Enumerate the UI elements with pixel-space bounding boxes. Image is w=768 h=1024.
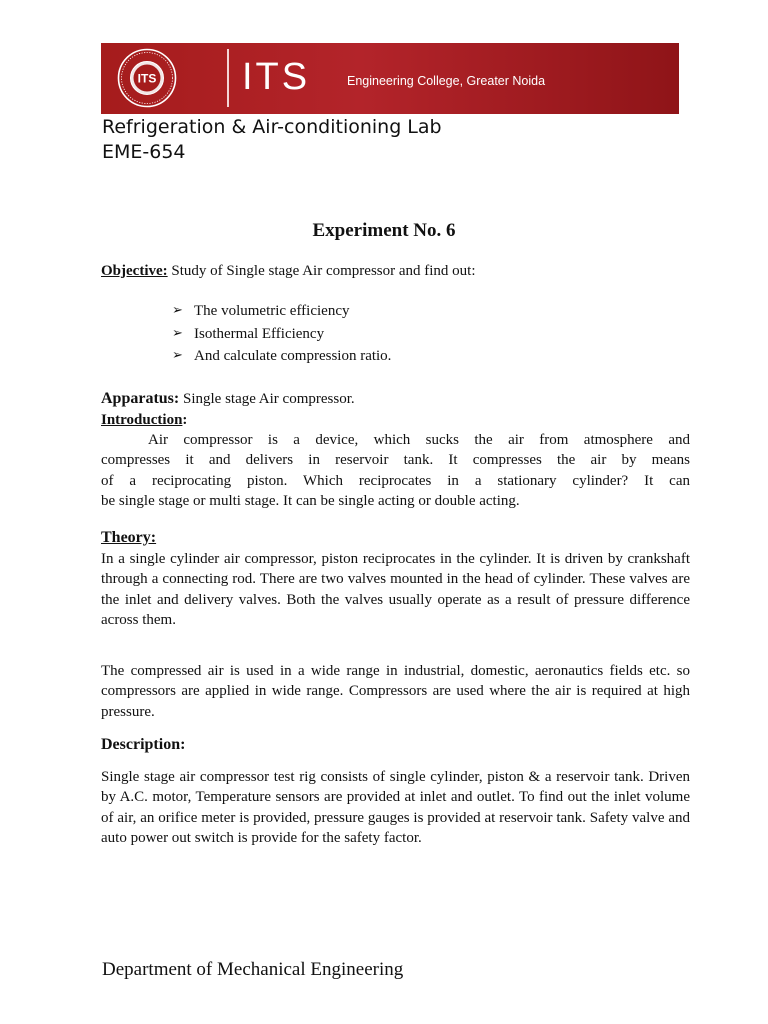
introduction-heading — [101, 410, 690, 430]
course-code: EME-654 — [102, 141, 186, 163]
objective-label: Objective: — [101, 263, 168, 279]
arrowhead-bullet-icon: ➢ — [172, 325, 183, 341]
description-paragraph: Single stage air compressor test rig consists of single cylinder, piston & a reservoir tank. Driven by A.C. motor, Temperature sensors are provided at inlet and outlet. To find out the inlet volume of air, an orifice meter is provided, pressure gauges is provided at reservoir tank. Safety valve and auto power out switch is provide for the safety factor. — [101, 769, 690, 847]
list-item — [172, 345, 391, 368]
objective-list — [172, 300, 391, 368]
introduction-colon: : — [182, 412, 188, 428]
introduction-line: compresses it and delivers in reservoir tank. It compresses the air by means — [101, 452, 690, 469]
seal-monogram: ITS — [137, 71, 157, 86]
apparatus-label: Apparatus: — [101, 390, 180, 407]
introduction-line: of a reciprocating piston. Which reciprocates in a stationary cylinder? It can — [101, 472, 690, 489]
college-seal-logo — [117, 48, 177, 108]
college-header-banner — [101, 43, 679, 114]
arrowhead-bullet-icon: ➢ — [172, 348, 183, 363]
arrowhead-bullet-icon: ➢ — [172, 303, 183, 318]
college-name: Engineering College, Greater Noida — [347, 74, 546, 88]
introduction-text — [101, 430, 690, 512]
theory-paragraph-2: The compressed air is used in a wide range in industrial, domestic, aeronautics fields etc. so compressors are applied in wide range. Compressors are used where the air is required at high pressure. — [101, 663, 690, 720]
list-item-text: Isothermal Efficiency — [194, 325, 325, 342]
list-item-text: And calculate compression ratio. — [194, 348, 392, 364]
apparatus-section — [101, 389, 690, 409]
footer-department: Department of Mechanical Engineering — [102, 959, 404, 980]
experiment-title: Experiment No. 6 — [312, 220, 456, 241]
introduction-line: be single stage or multi stage. It can be single acting or double acting. — [101, 493, 520, 510]
introduction-label: Introduction — [101, 412, 183, 428]
apparatus-text: Single stage Air compressor. — [182, 391, 355, 407]
objective-text: Study of Single stage Air compressor and find out: — [171, 263, 476, 279]
description-heading: Description: — [101, 736, 186, 753]
list-item — [172, 323, 391, 346]
introduction-line: Air compressor is a device, which sucks the air from atmosphere and — [148, 432, 690, 448]
banner-divider — [227, 49, 229, 107]
theory-paragraph-1: In a single cylinder air compressor, piston reciprocates in the cylinder. It is driven by crankshaft through a connecting rod. There are two valves mounted in the head of cylinder. These valves are the inlet and delivery valves. Both the valves usually operate as a result of pressure difference across them. — [101, 551, 690, 629]
college-abbreviation: ITS — [242, 56, 311, 98]
objective-section — [101, 261, 690, 281]
theory-heading: Theory: — [101, 529, 157, 546]
lab-title: Refrigeration & Air-conditioning Lab — [102, 116, 442, 138]
list-item-text: The volumetric efficiency — [194, 303, 350, 319]
list-item — [172, 300, 391, 323]
